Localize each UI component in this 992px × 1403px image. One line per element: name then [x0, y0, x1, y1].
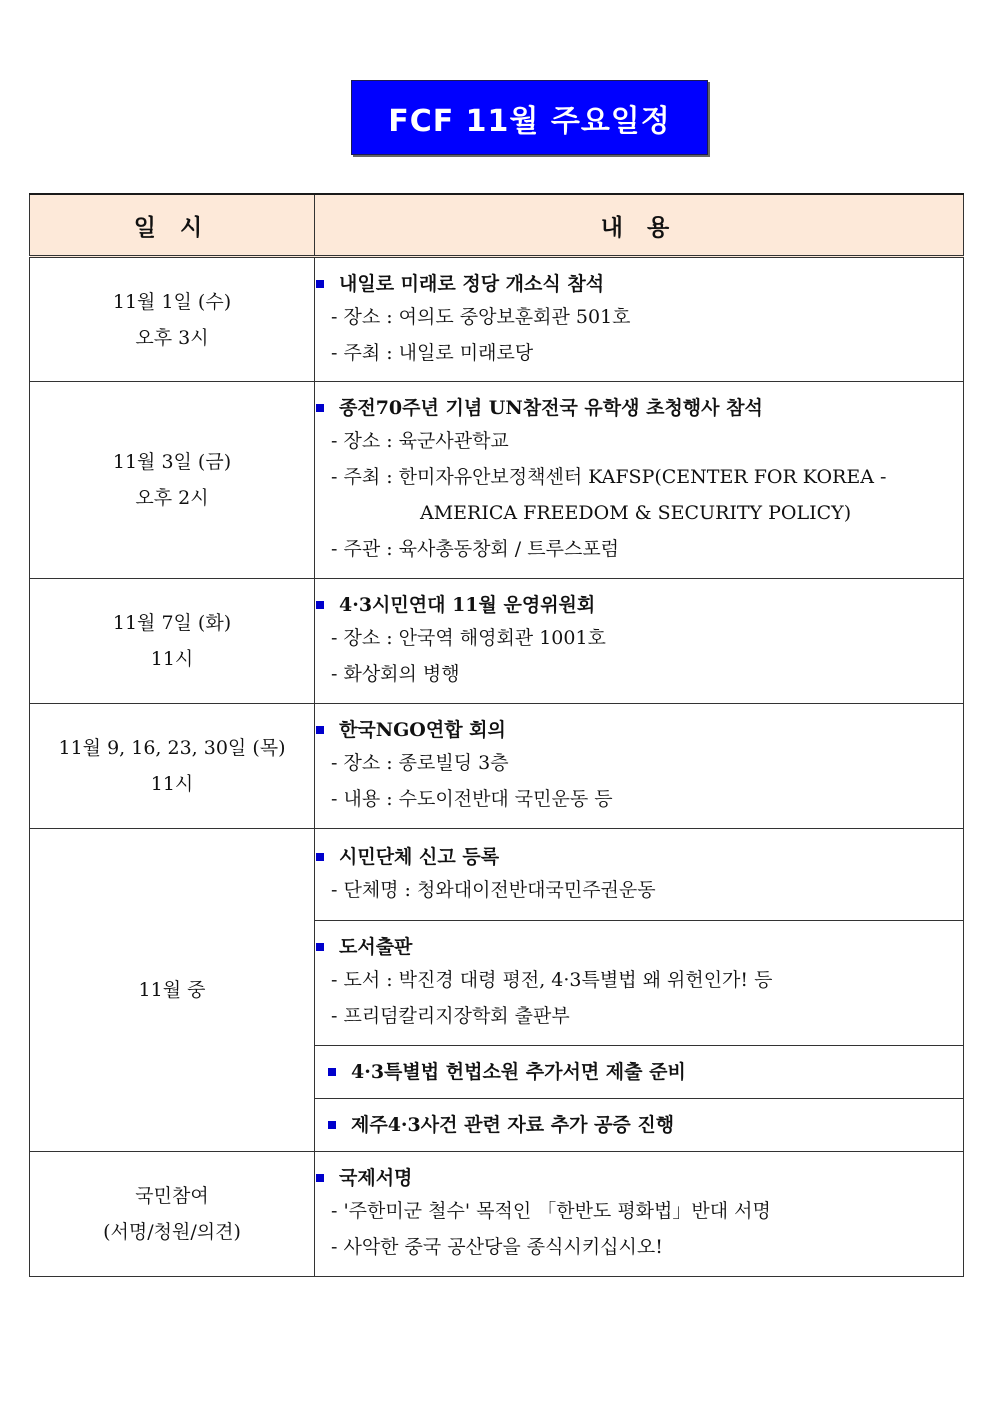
- event-title: 내일로 미래로 정당 개소식 참석: [315, 269, 963, 299]
- date-line: 11월 7일 (화): [112, 612, 232, 634]
- page-title: FCF 11월 주요일정: [351, 80, 708, 155]
- table-row: [30, 1152, 964, 1277]
- table-row: [30, 579, 964, 704]
- table-row: [30, 704, 964, 829]
- date-line: 11월 9, 16, 23, 30일 (목): [58, 737, 286, 759]
- event-title: 국제서명: [315, 1163, 963, 1193]
- table-row: [30, 829, 964, 921]
- event-detail: - 주최 : 한미자유안보정책센터 KAFSP(CENTER FOR KOREA -: [331, 466, 887, 488]
- event-title: 제주4·3사건 관련 자료 추가 공증 진행: [327, 1110, 951, 1140]
- event-title: 종전70주년 기념 UN참전국 유학생 초청행사 참석: [315, 393, 963, 423]
- event-detail: - 장소 : 종로빌딩 3층: [331, 752, 509, 774]
- time-line: 11시: [150, 648, 194, 670]
- square-bullet-icon: [316, 943, 324, 951]
- event-title: 도서출판: [315, 932, 963, 962]
- content-cell: [315, 829, 964, 921]
- date-line: 11월 중: [138, 979, 206, 1001]
- date-line: (서명/청원/의견): [103, 1221, 241, 1243]
- date-cell: [30, 382, 315, 579]
- header-row: [30, 194, 964, 257]
- event-title: 한국NGO연합 회의: [315, 715, 963, 745]
- square-bullet-icon: [316, 726, 324, 734]
- date-cell: [30, 579, 315, 704]
- time-line: 오후 3시: [135, 326, 209, 349]
- event-title: 시민단체 신고 등록: [315, 842, 963, 872]
- event-detail: - 단체명 : 청와대이전반대국민주권운동: [331, 878, 656, 901]
- content-cell: [315, 1046, 964, 1099]
- content-cell: [315, 257, 964, 382]
- content-cell: [315, 382, 964, 579]
- date-line: 11월 1일 (수): [112, 290, 232, 313]
- square-bullet-icon: [316, 601, 324, 609]
- table-row: [30, 257, 964, 382]
- event-detail: - 주최 : 내일로 미래로당: [331, 341, 534, 364]
- content-cell: [315, 704, 964, 829]
- square-bullet-icon: [316, 1174, 324, 1182]
- square-bullet-icon: [316, 404, 324, 412]
- content-cell: [315, 579, 964, 704]
- event-title: 4·3특별법 헌법소원 추가서면 제출 준비: [327, 1057, 951, 1087]
- content-cell: [315, 921, 964, 1046]
- event-detail: - '주한미군 철수' 목적인 「한반도 평화법」반대 서명: [331, 1200, 771, 1222]
- event-detail: - 장소 : 육군사관학교: [331, 430, 509, 452]
- date-cell: [30, 704, 315, 829]
- event-detail: - 화상회의 병행: [331, 663, 460, 685]
- event-detail: - 도서 : 박진경 대령 평전, 4·3특별법 왜 위헌인가! 등: [331, 969, 773, 991]
- time-line: 11시: [150, 773, 194, 795]
- header-content: 내 용: [315, 194, 964, 257]
- header-date: 일 시: [30, 194, 315, 257]
- schedule-table: [29, 193, 964, 1277]
- event-detail-continued: AMERICA FREEDOM & SECURITY POLICY): [420, 502, 852, 524]
- date-cell: [30, 829, 315, 1152]
- event-detail: - 프리덤칼리지장학회 출판부: [331, 1005, 570, 1027]
- date-line: 11월 3일 (금): [112, 451, 232, 473]
- event-detail: - 내용 : 수도이전반대 국민운동 등: [331, 788, 613, 810]
- event-title: 4·3시민연대 11월 운영위원회: [315, 590, 963, 620]
- square-bullet-icon: [316, 280, 324, 288]
- content-cell: [315, 1099, 964, 1152]
- event-detail: - 주관 : 육사총동창회 / 트루스포럼: [331, 538, 620, 560]
- date-cell: [30, 1152, 315, 1277]
- event-detail: - 장소 : 안국역 해영회관 1001호: [331, 627, 606, 649]
- content-cell: [315, 1152, 964, 1277]
- table-row: [30, 382, 964, 579]
- event-detail: - 장소 : 여의도 중앙보훈회관 501호: [331, 305, 631, 328]
- square-bullet-icon: [316, 853, 324, 861]
- time-line: 오후 2시: [135, 487, 209, 509]
- square-bullet-icon: [328, 1068, 336, 1076]
- event-detail: - 사악한 중국 공산당을 종식시키십시오!: [331, 1236, 663, 1258]
- date-cell: [30, 257, 315, 382]
- square-bullet-icon: [328, 1121, 336, 1129]
- date-line: 국민참여: [135, 1185, 209, 1207]
